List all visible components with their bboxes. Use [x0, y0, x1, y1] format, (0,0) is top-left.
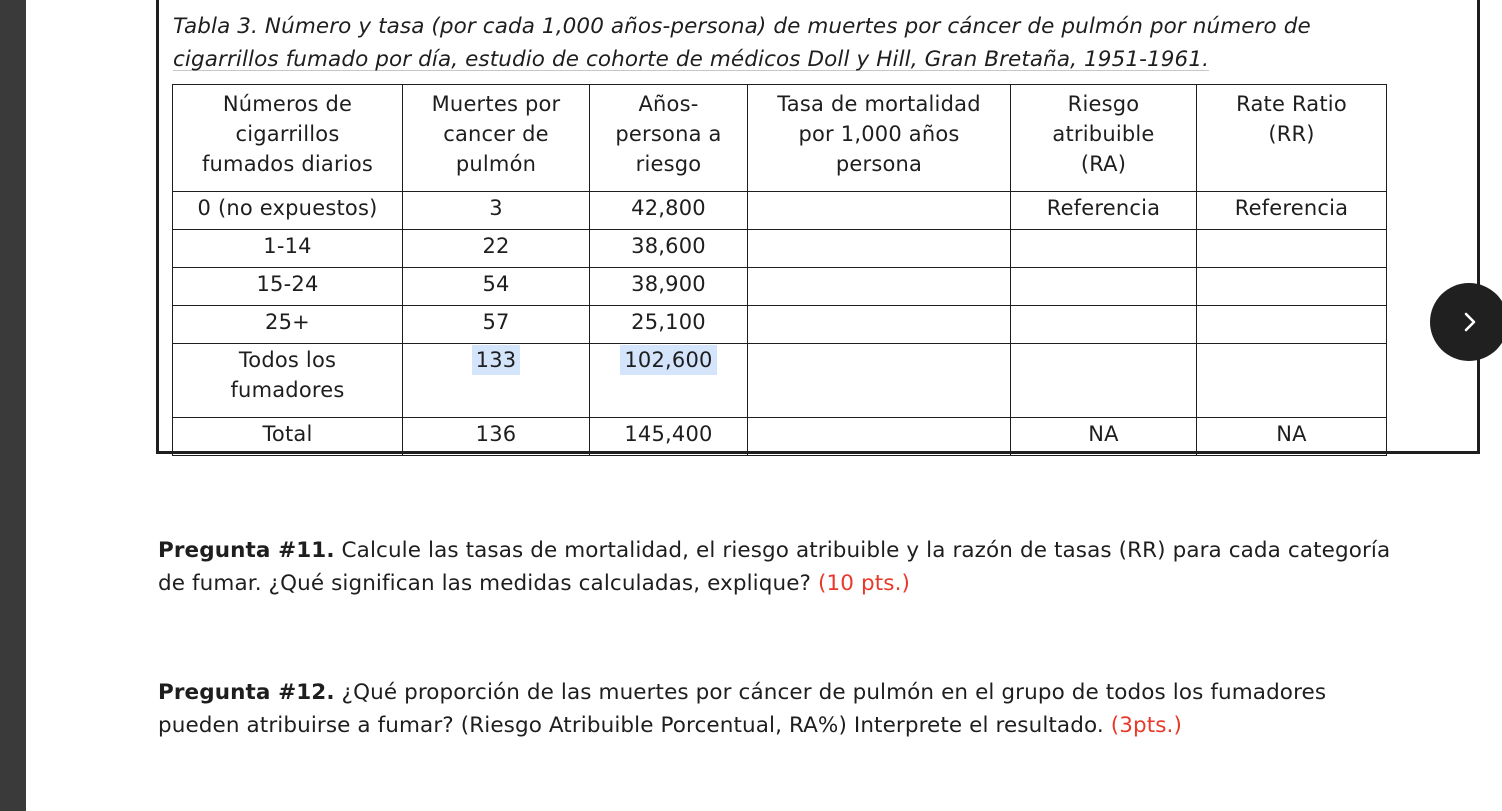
table-header-row: [173, 85, 1387, 192]
table-row: [173, 230, 1387, 268]
cell-mortality-rate[interactable]: [748, 230, 1011, 268]
cell-mortality-rate[interactable]: [748, 306, 1011, 344]
cell-person-years: 38,600: [590, 230, 748, 268]
table-row: [173, 192, 1387, 230]
chevron-right-icon: [1457, 310, 1481, 334]
cell-attributable-risk: NA: [1011, 418, 1197, 456]
cell-category: 1-14: [173, 230, 403, 268]
cell-person-years: [590, 344, 748, 418]
cell-person-years: 25,100: [590, 306, 748, 344]
highlighted-text: 102,600: [620, 345, 716, 375]
cell-deaths: 22: [403, 230, 590, 268]
cell-attributable-risk: Referencia: [1011, 192, 1197, 230]
cell-mortality-rate[interactable]: [748, 344, 1011, 418]
caption-line-1: Tabla 3. Número y tasa (por cada 1,000 años-persona) de muertes por cáncer de pulmón por número de: [173, 14, 1311, 39]
table-row: [173, 268, 1387, 306]
table-caption: [173, 10, 1463, 76]
cell-category: Todos los fumadores: [173, 344, 403, 418]
next-page-button[interactable]: [1430, 283, 1502, 361]
cell-rate-ratio[interactable]: [1197, 230, 1387, 268]
cell-deaths: 57: [403, 306, 590, 344]
table-row: [173, 418, 1387, 456]
caption-line-2: cigarrillos fumado por día, estudio de cohorte de médicos Doll y Hill, Gran Bretaña, 1951-1961.: [173, 47, 1210, 72]
left-scroll-bar: [0, 0, 26, 811]
highlighted-text: 133: [472, 345, 521, 375]
header-attributable-risk: Riesgo atribuible (RA): [1011, 85, 1197, 192]
cell-attributable-risk[interactable]: [1011, 268, 1197, 306]
cell-category: 15-24: [173, 268, 403, 306]
question-12-points: (3pts.): [1110, 713, 1182, 738]
cell-person-years: 38,900: [590, 268, 748, 306]
cell-deaths: [403, 344, 590, 418]
cell-rate-ratio: Referencia: [1197, 192, 1387, 230]
question-12: [158, 676, 1398, 742]
cell-deaths: 54: [403, 268, 590, 306]
header-mortality-rate: Tasa de mortalidad por 1,000 años persona: [748, 85, 1011, 192]
cell-rate-ratio[interactable]: [1197, 306, 1387, 344]
cell-mortality-rate[interactable]: [748, 418, 1011, 456]
cell-category: 25+: [173, 306, 403, 344]
cell-rate-ratio[interactable]: [1197, 268, 1387, 306]
header-cigarettes: Números de cigarrillos fumados diarios: [173, 85, 403, 192]
cell-person-years: 42,800: [590, 192, 748, 230]
cell-category: 0 (no expuestos): [173, 192, 403, 230]
cell-mortality-rate[interactable]: [748, 192, 1011, 230]
header-person-years: Años- persona a riesgo: [590, 85, 748, 192]
cell-mortality-rate[interactable]: [748, 268, 1011, 306]
cell-attributable-risk[interactable]: [1011, 344, 1197, 418]
cell-person-years: 145,400: [590, 418, 748, 456]
question-11: [158, 534, 1398, 600]
cell-attributable-risk[interactable]: [1011, 230, 1197, 268]
question-11-points: (10 pts.): [818, 571, 910, 596]
cell-category: Total: [173, 418, 403, 456]
table-row: [173, 344, 1387, 418]
question-11-label: Pregunta #11.: [158, 538, 335, 563]
header-deaths: Muertes por cancer de pulmón: [403, 85, 590, 192]
cell-rate-ratio: NA: [1197, 418, 1387, 456]
cell-deaths: 136: [403, 418, 590, 456]
table-row: [173, 306, 1387, 344]
mortality-table: [172, 84, 1387, 456]
header-rate-ratio: Rate Ratio (RR): [1197, 85, 1387, 192]
question-12-text: ¿Qué proporción de las muertes por cáncer de pulmón en el grupo de todos los fumadores pueden atribuirse a fumar? (Riesgo Atribuible Porcentual, RA%) Interprete el resultado.: [158, 680, 1327, 738]
cell-deaths: 3: [403, 192, 590, 230]
question-12-label: Pregunta #12.: [158, 680, 335, 705]
question-11-text: Calcule las tasas de mortalidad, el riesgo atribuible y la razón de tasas (RR) para cada categoría de fumar. ¿Qué significan las medidas calculadas, explique?: [158, 538, 1391, 596]
cell-attributable-risk[interactable]: [1011, 306, 1197, 344]
cell-rate-ratio[interactable]: [1197, 344, 1387, 418]
